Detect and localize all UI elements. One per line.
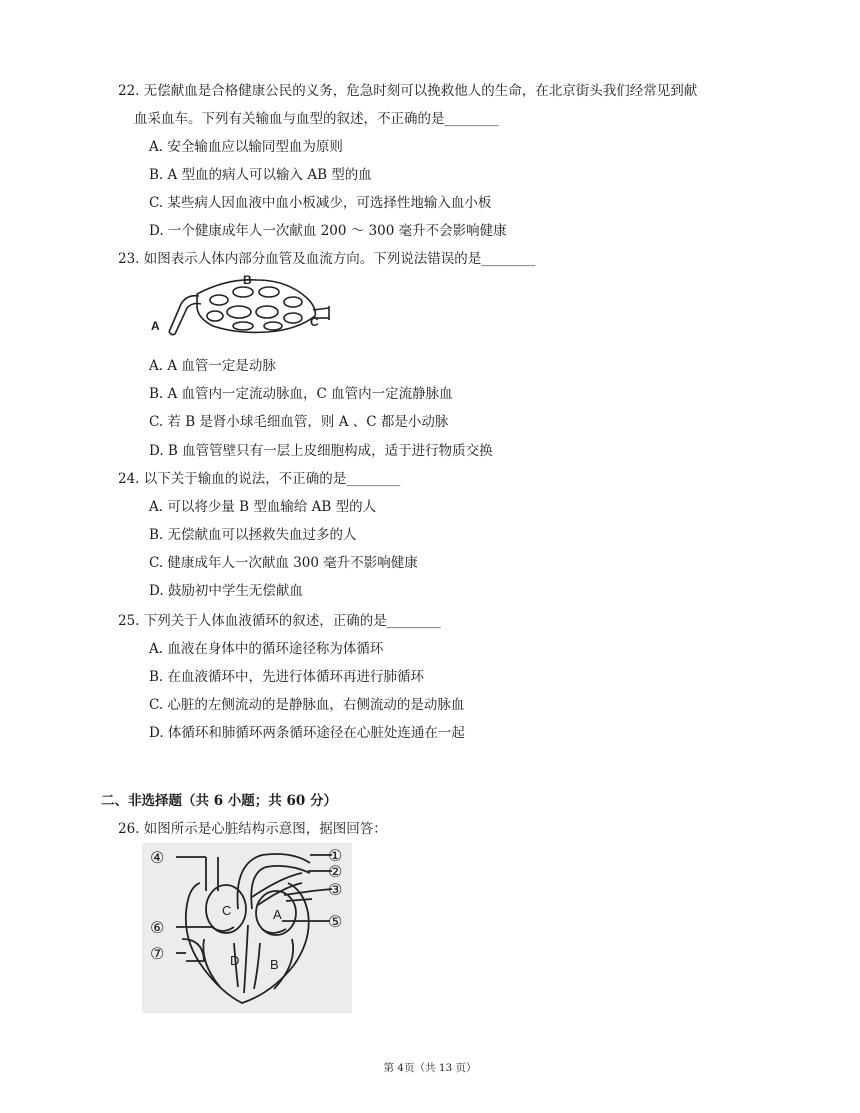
q22-option-c: C. 某些病人因血液中血小板减少，可选择性地输入血小板 — [149, 195, 492, 211]
q23-option-a: A. A 血管一定是动脉 — [149, 358, 276, 374]
q25-option-d: D. 体循环和肺循环两条循环途径在心脏处连通在一起 — [149, 725, 465, 741]
blood-vessel-figure — [147, 272, 337, 344]
heart-marker-1: ① — [328, 846, 343, 865]
q26-stem: 26. 如图所示是心脏结构示意图，据图回答： — [118, 821, 387, 837]
heart-marker-5: ⑤ — [328, 912, 343, 931]
q25-stem: 25. 下列关于人体血液循环的叙述，正确的是________ — [118, 613, 441, 629]
heart-marker-7: ⑦ — [150, 944, 165, 963]
figure-label-a: A — [151, 319, 160, 333]
figure-label-b: B — [243, 273, 252, 287]
heart-chamber-b: B — [270, 957, 279, 972]
heart-marker-4: ④ — [150, 848, 165, 867]
page-footer: 第 4页（共 13 页） — [383, 1062, 477, 1074]
q25-option-a: A. 血液在身体中的循环途径称为体循环 — [149, 641, 384, 657]
q24-stem: 24. 以下关于输血的说法，不正确的是________ — [118, 471, 401, 487]
q25-option-c: C. 心脏的左侧流动的是静脉血，右侧流动的是动脉血 — [149, 697, 465, 713]
figure-label-c: C — [310, 315, 319, 329]
q23-option-d: D. B 血管管壁只有一层上皮细胞构成，适于进行物质交换 — [149, 443, 493, 459]
q22-stem-line1: 22. 无偿献血是合格健康公民的义务，危急时刻可以挽救他人的生命，在北京街头我们经常见到献 — [118, 83, 698, 99]
q22-stem-line2: 血采血车。下列有关输血与血型的叙述，不正确的是________ — [134, 111, 499, 127]
q24-option-c: C. 健康成年人一次献血 300 毫升不影响健康 — [149, 555, 418, 571]
heart-marker-6: ⑥ — [150, 918, 165, 937]
heart-marker-2: ② — [328, 862, 343, 881]
heart-diagram — [142, 843, 352, 1013]
heart-chamber-d: D — [230, 953, 240, 968]
q24-option-b: B. 无偿献血可以拯救失血过多的人 — [149, 527, 357, 543]
q25-option-b: B. 在血液循环中，先进行体循环再进行肺循环 — [149, 669, 425, 685]
q24-option-a: A. 可以将少量 B 型血输给 AB 型的人 — [149, 499, 377, 515]
q22-option-d: D. 一个健康成年人一次献血 200 ～ 300 毫升不会影响健康 — [149, 223, 507, 239]
q24-option-d: D. 鼓励初中学生无偿献血 — [149, 583, 303, 599]
q22-option-b: B. A 型血的病人可以输入 AB 型的血 — [149, 167, 372, 183]
q22-option-a: A. 安全输血应以输同型血为原则 — [149, 139, 343, 155]
q23-option-b: B. A 血管内一定流动脉血，C 血管内一定流静脉血 — [149, 386, 453, 402]
heart-marker-3: ③ — [328, 880, 343, 899]
q23-option-c: C. 若 B 是肾小球毛细血管，则 A 、C 都是小动脉 — [149, 414, 449, 430]
section-title: 二、非选择题（共 6 小题；共 60 分） — [101, 793, 337, 809]
q23-stem: 23. 如图表示人体内部分血管及血流方向。下列说法错误的是________ — [118, 251, 536, 267]
heart-chamber-a: A — [273, 907, 282, 922]
heart-chamber-c: C — [222, 903, 232, 918]
